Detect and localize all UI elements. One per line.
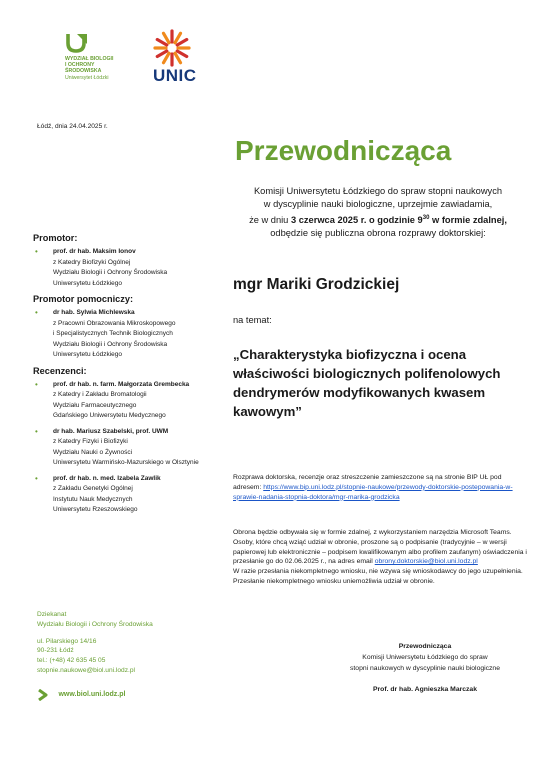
co-promotor-heading: Promotor pomocniczy: — [33, 294, 134, 304]
website — [37, 686, 125, 704]
person-item — [33, 427, 233, 469]
footer-office: Dziekanat — [37, 611, 67, 618]
defense-date-time: 3 czerwca 2025 r. o godzinie 9 — [290, 214, 423, 225]
person-name: • dr hab. Sylwia Michlewska — [53, 309, 135, 316]
on-topic-label: na temat: — [233, 315, 272, 325]
faculty-u-arrow-icon — [65, 30, 89, 54]
defense-procedure-info — [233, 528, 528, 587]
signature-line: Komisji Uniwersytetu Łódzkiego do spraw — [362, 654, 488, 661]
sun-ray — [177, 40, 187, 46]
footer-email[interactable]: stopnie.naukowe@biol.uni.lodz.pl — [37, 666, 135, 674]
signature-block — [330, 641, 520, 695]
documents-info-text: Rozprawa doktorska, recenzje oraz streszczenie zamieszczone są na stronie BIP UŁ pod adresem: — [233, 474, 502, 491]
thesis-title: „Charakterystyka biofizyczna i ocena właściwości biologicznych polifenolowych dendrymerów modyfikowanych kwasem kawowym” — [233, 347, 501, 419]
sun-ray — [164, 33, 170, 43]
sun-ray — [175, 53, 181, 63]
footer-address: ul. Pilarskiego 14/16 — [37, 637, 97, 645]
footer-phone: tel.: (+48) 42 635 45 05 — [37, 657, 106, 665]
person-item — [33, 247, 233, 289]
person-item — [33, 380, 233, 422]
unic-logo-text: UNIC — [153, 66, 197, 85]
intro-line: w dyscyplinie nauki biologiczne, uprzejmie zawiadamia, — [263, 199, 493, 210]
faculty-logo-line: I OCHRONY — [65, 62, 95, 69]
sun-ray — [175, 33, 181, 43]
person-name: • prof. dr hab. Maksim Ionov — [53, 248, 136, 255]
candidate-name: mgr Mariki Grodzickiej — [233, 276, 400, 293]
defense-mode: w formie zdalnej, — [432, 214, 507, 225]
person-affiliation: Uniwersytetu Łódzkiego — [53, 351, 123, 358]
person-item — [33, 308, 233, 361]
faculty-logo-university: Uniwersytet Łódzki — [65, 74, 109, 81]
sun-ray — [157, 40, 167, 46]
sun-ray — [177, 51, 187, 57]
person-affiliation: Wydziału Biologii i Ochrony Środowiska — [53, 340, 168, 348]
signature-line: stopni naukowych w dyscyplinie nauki biologiczne — [350, 665, 500, 672]
intro-date-line — [233, 212, 523, 228]
arrow-right-icon — [37, 689, 48, 701]
person-affiliation: z Katedry Fizyki i Biofizyki — [53, 438, 128, 445]
signature-name: Prof. dr hab. Agnieszka Marczak — [373, 686, 477, 693]
faculty-logo-line: WYDZIAŁ BIOLOGII — [65, 56, 114, 62]
sun-ray — [157, 51, 167, 57]
person-name: • dr hab. Mariusz Szabelski, prof. UWM — [53, 427, 169, 435]
procedure-note: W razie przesłania niekompletnego wniosku, nie wzywa się wnioskodawcy do jego uzupełnienia. Przesłanie niekompletnego wniosku uniemożliwia udział w obronie. — [233, 568, 523, 585]
footer-postcode: 90-231 Łódź — [37, 647, 74, 655]
person-affiliation: Uniwersytetu Warmińsko-Mazurskiego w Olsztynie — [53, 459, 199, 466]
website-link[interactable]: www.biol.uni.lodz.pl — [58, 691, 126, 699]
page-title: Przewodnicząca — [235, 135, 452, 166]
person-affiliation: Uniwersytetu Łódzkiego — [53, 279, 123, 287]
person-name: • prof. dr hab. n. farm. Małgorzata Grembecka — [53, 380, 190, 388]
promotor-list — [33, 247, 233, 289]
sun-ray — [164, 53, 170, 63]
footer-contact — [37, 610, 217, 676]
reviewers-list — [33, 380, 233, 516]
documents-info — [233, 473, 528, 502]
procedure-text: Obrona będzie odbywała się w formie zdalnej, z wykorzystaniem narzędzia Microsoft Teams. Osoby, które chcą wziąć udział w obronie, proszone są o podpisanie (tradycyjnie – w wersji papierowej lub elektronicznie – podpisem kwalifikowanym albo profilem zaufanym) oświadczenia i przesłanie go do 02.06.2025 r., na adres email — [233, 529, 527, 566]
signature-role: Przewodnicząca — [398, 643, 452, 650]
date-line: Łódź, dnia 24.04.2025 r. — [37, 123, 108, 130]
person-affiliation: z Zakładu Genetyki Ogólnej — [53, 485, 133, 492]
person-affiliation: Wydziału Farmaceutycznego — [53, 401, 137, 409]
committee-column — [33, 233, 233, 521]
intro-line: odbędzie się publiczna obrona rozprawy doktorskiej: — [270, 228, 486, 239]
person-affiliation: Uniwersytetu Rzeszowskiego — [53, 506, 138, 513]
faculty-logo-line: ŚRODOWISKA — [65, 68, 102, 75]
co-promotor-list — [33, 308, 233, 361]
defense-email-link[interactable]: obrony.doktorskie@biol.uni.lodz.pl — [374, 558, 478, 566]
defense-time-minutes: 30 — [422, 214, 430, 221]
faculty-logo-text — [65, 56, 113, 81]
person-affiliation: Wydziału Nauki o Żywności — [53, 448, 133, 456]
person-affiliation: Wydziału Biologii i Ochrony Środowiska — [53, 269, 168, 276]
intro-date-prefix: że w dniu — [249, 214, 289, 225]
person-item — [33, 474, 233, 516]
person-affiliation: i Specjalistycznych Technik Biologicznych — [53, 330, 173, 337]
intro-line: Komisji Uniwersytetu Łódzkiego do spraw stopni naukowych — [253, 186, 503, 196]
bip-link[interactable]: https://www.bip.uni.lodz.pl/stopnie-naukowe/przewody-doktorskie-postepowania-w-sprawie-nadania-stopnia-doktora/mgr-marika-grodzicka — [233, 483, 513, 501]
person-affiliation: z Katedry Biofizyki Ogólnej — [53, 258, 131, 266]
person-affiliation: Instytutu Nauk Medycznych — [53, 495, 133, 503]
announcement-intro — [233, 185, 523, 241]
reviewers-heading: Recenzenci: — [33, 365, 87, 376]
promotor-heading: Promotor: — [33, 233, 78, 243]
person-affiliation: Gdańskiego Uniwersytetu Medycznego — [53, 412, 166, 419]
footer-faculty: Wydziału Biologii i Ochrony Środowiska — [37, 620, 153, 628]
unic-sun-icon — [152, 28, 192, 68]
person-name: • prof. dr hab. n. med. Izabela Zawlik — [53, 474, 161, 482]
person-affiliation: z Pracowni Obrazowania Mikroskopowego — [53, 319, 176, 327]
person-affiliation: z Katedry i Zakładu Bromatologii — [53, 391, 147, 398]
